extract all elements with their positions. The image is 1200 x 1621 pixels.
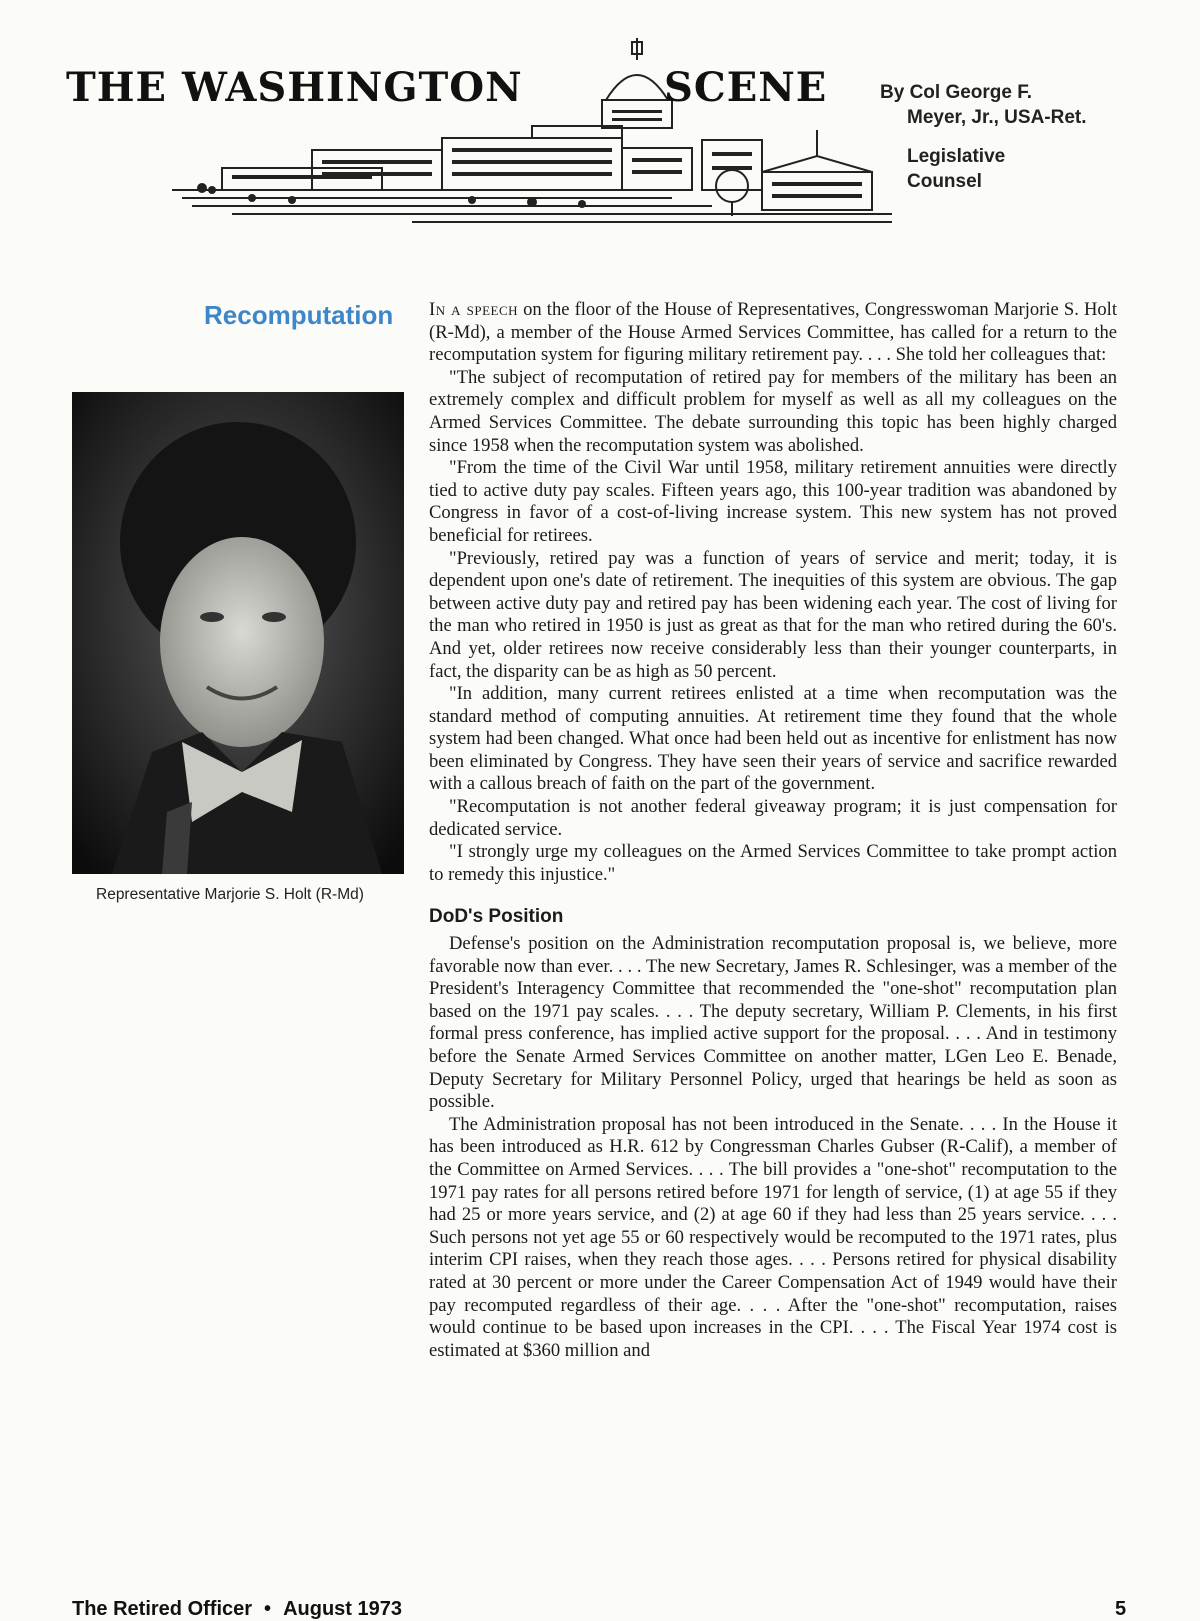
byline-role-line-2: Counsel	[907, 171, 982, 192]
page-number: 5	[1115, 1598, 1127, 1620]
lead-text: on the floor of the House of Representatives, Congresswoman Marjorie S. Holt (R-Md), a member of the House Armed Services Committee, has called for a return to the recomputation system for figuring military retirement pay. . . . She told her colleagues that:	[429, 299, 1117, 366]
quote-paragraph-1: "The subject of recomputation of retired pay for members of the military has been an extremely complex and difficult problem for myself as well as all my colleagues on the Armed Services Committee. The debate surrounding this topic has been highly charged since 1958 when the recomputation system was abolished.	[429, 366, 1117, 456]
quote-paragraph-6: "I strongly urge my colleagues on the Armed Services Committee to take prompt action to remedy this injustice."	[429, 841, 1117, 885]
quote-paragraph-2: "From the time of the Civil War until 1958, military retirement annuities were directly tied to active duty pay scales. Fifteen years ago, this 100-year tradition was abandoned by Congress in favor of a cost-of-living increase system. This new system has not proved beneficial for retirees.	[429, 457, 1117, 546]
byline-role-line-1: Legislative	[907, 146, 1006, 167]
quote-paragraph-4: "In addition, many current retirees enlisted at a time when recomputation was the standard method of computing annuities. At retirement time they found that the whole system had been changed. What once had been held out as incentive for enlistment has now been eliminated by Congress. They have seen their years of service and sacrifice rewarded with a callous breach of faith on the part of the government.	[429, 683, 1117, 795]
section-heading: Recomputation	[204, 300, 394, 330]
portrait-photo	[72, 392, 404, 874]
washington-skyline-illustration	[112, 30, 932, 230]
article-body	[429, 299, 1117, 1362]
footer-bullet: •	[264, 1598, 272, 1620]
footer-date: August 1973	[283, 1598, 402, 1620]
dod-paragraph-1: Defense's position on the Administration recomputation proposal is, we believe, more favorable now than ever. . . . The new Secretary, James R. Schlesinger, was a member of the President's Interagency Committee that recommended the "one-shot" recomputation plan based on the 1971 pay scales. . . . The deputy secretary, William P. Clements, in his first formal press conference, has implied active support for the proposal. . . . And in testimony before the Senate Armed Services Committee on another matter, LGen Leo E. Benade, Deputy Secretary for Military Personnel Policy, urged that hearings be held as soon as possible.	[429, 933, 1117, 1113]
byline	[880, 80, 1087, 194]
masthead	[60, 30, 880, 230]
footer-publication: The Retired Officer	[72, 1598, 253, 1620]
byline-author-line-2: Meyer, Jr., USA-Ret.	[907, 107, 1087, 128]
quote-paragraph-5: "Recomputation is not another federal giveaway program; it is just compensation for dedicated service.	[429, 796, 1117, 840]
quote-paragraph-3: "Previously, retired pay was a function of years of service and merit; today, it is dependent upon one's date of retirement. The inequities of this system are obvious. The gap between active duty pay and retired pay has been widening each year. The cost of living for the man who retired in 1950 is just as great as that for the man who retired during the 60's. And yet, older retirees now receive considerably less than their younger counterparts, in fact, the disparity can be as high as 50 percent.	[429, 547, 1117, 682]
byline-author-line-1: By Col George F.	[880, 82, 1033, 103]
photo-caption: Representative Marjorie S. Holt (R-Md)	[96, 886, 364, 903]
dod-paragraph-2: The Administration proposal has not been introduced in the Senate. . . . In the House it has been introduced as H.R. 612 by Congressman Charles Gubser (R-Calif), a member of the Committee on Armed Services. . . . The bill provides a "one-shot" recomputation to the 1971 pay rates for all persons retired before 1971 for length of service, (1) at age 55 if they had 25 or more years service, and (2) at age 60 if they had less than 25 years service. . . . Such persons not yet age 55 or 60 respectively would be recomputed to the 1971 rates, plus interim CPI raises, when they reach those ages. . . . Persons retired for physical disability rated at 30 percent or more under the Career Compensation Act of 1949 would have their pay recomputed regardless of their age. . . . After the "one-shot" recomputation, raises would continue to be based upon increases in the CPI. . . . The Fiscal Year 1974 cost is estimated at $360 million and	[429, 1113, 1117, 1361]
portrait-illustration	[72, 392, 404, 874]
subheading-dod-position: DoD's Position	[429, 906, 564, 928]
masthead-title-left: THE WASHINGTON	[66, 64, 523, 111]
masthead-title-right: SCENE	[664, 64, 828, 111]
footer-publication-line	[72, 1598, 402, 1621]
article-lead-paragraph	[429, 299, 1117, 367]
lead-small-caps: In a speech	[429, 299, 519, 320]
